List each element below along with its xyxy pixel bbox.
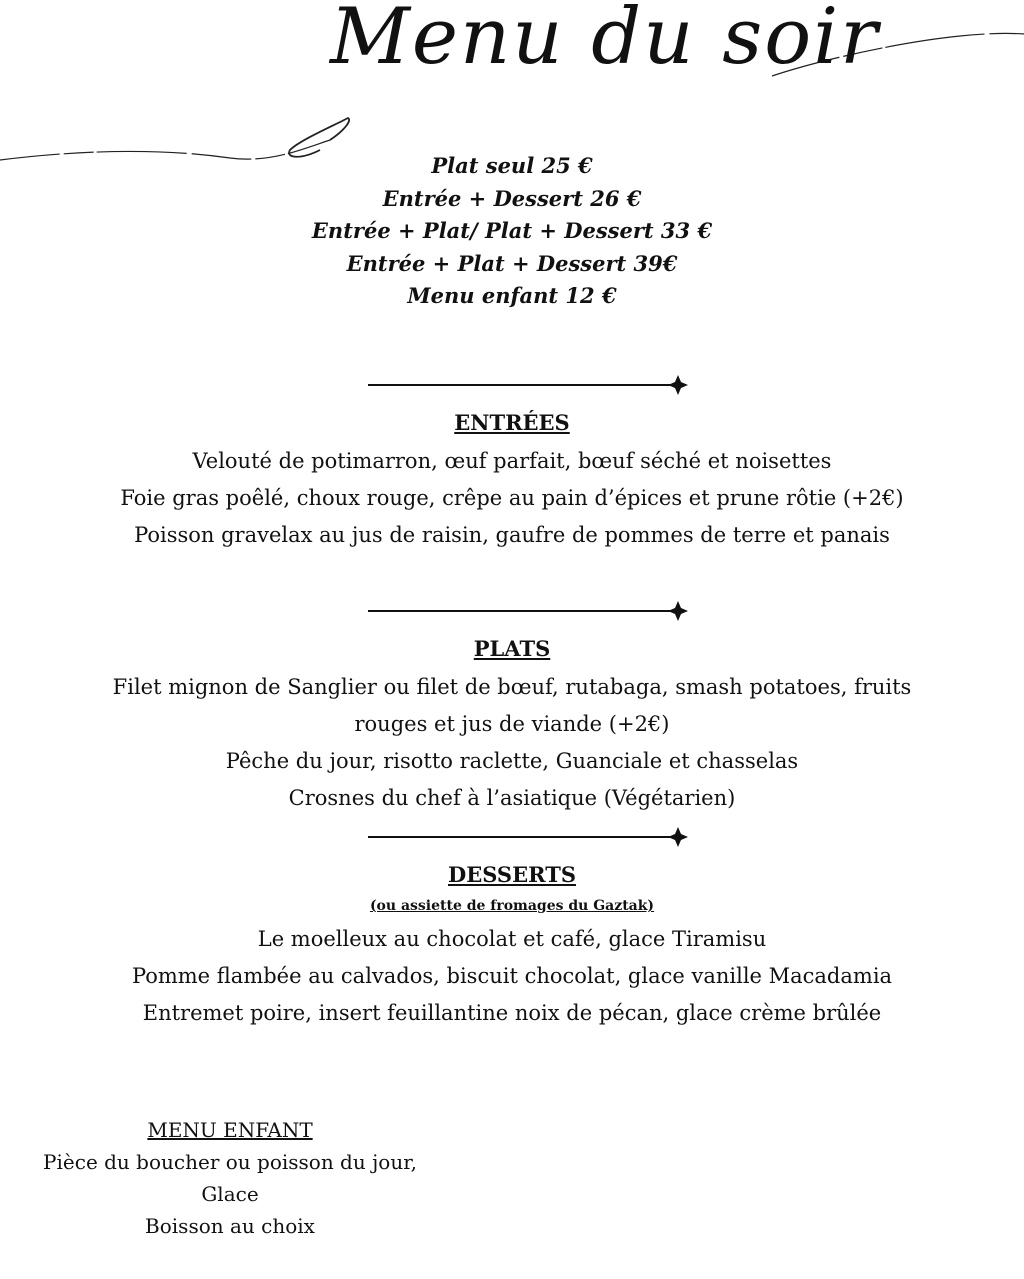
price-plat-seul: Plat seul 25 € xyxy=(431,153,593,178)
list-item: Le moelleux au chocolat et café, glace Tiramisu xyxy=(257,927,767,951)
list-item: Velouté de potimarron, œuf parfait, bœuf séché et noisettes xyxy=(192,449,832,473)
entrees-title: ENTRÉES xyxy=(454,410,570,435)
desserts-title: DESSERTS xyxy=(448,862,576,887)
section-divider xyxy=(368,601,690,621)
list-item: Pièce du boucher ou poisson du jour, xyxy=(43,1150,417,1174)
four-point-star-icon xyxy=(668,827,688,847)
section-divider xyxy=(368,827,690,847)
section-divider xyxy=(368,375,690,395)
list-item: Crosnes du chef à l’asiatique (Végétarien) xyxy=(288,786,736,810)
list-item: rouges et jus de viande (+2€) xyxy=(354,712,670,736)
four-point-star-icon xyxy=(668,375,688,395)
price-entree-dessert: Entrée + Dessert 26 € xyxy=(382,185,642,211)
desserts-subtitle: (ou assiette de fromages du Gaztak) xyxy=(369,898,655,914)
list-item: Pêche du jour, risotto raclette, Guanciale et chasselas xyxy=(225,749,799,773)
desserts-list xyxy=(0,921,1024,1032)
price-list xyxy=(0,150,1024,313)
four-point-star-icon xyxy=(668,601,688,621)
kids-menu-title: MENU ENFANT xyxy=(147,1118,313,1142)
list-item: Pomme flambée au calvados, biscuit chocolat, glace vanille Macadamia xyxy=(131,964,893,988)
list-item: Filet mignon de Sanglier ou filet de bœuf, rutabaga, smash potatoes, fruits xyxy=(112,675,912,699)
kids-menu xyxy=(20,1114,440,1242)
list-item: Entremet poire, insert feuillantine noix de pécan, glace crème brûlée xyxy=(142,1001,882,1025)
list-item: Poisson gravelax au jus de raisin, gaufre de pommes de terre et panais xyxy=(134,523,890,547)
plats-list xyxy=(0,669,1024,817)
page-title: Menu du soir xyxy=(330,0,880,82)
price-full-menu: Entrée + Plat + Dessert 39€ xyxy=(346,250,678,276)
entrees-list xyxy=(0,443,1024,554)
list-item: Glace xyxy=(201,1182,259,1206)
list-item: Foie gras poêlé, choux rouge, crêpe au pain d’épices et prune rôtie (+2€) xyxy=(120,486,904,510)
price-entree-plat-dessert-two: Entrée + Plat/ Plat + Dessert 33 € xyxy=(311,218,713,243)
list-item: Boisson au choix xyxy=(145,1214,315,1238)
price-menu-enfant: Menu enfant 12 € xyxy=(407,283,617,308)
plats-title: PLATS xyxy=(473,636,551,661)
